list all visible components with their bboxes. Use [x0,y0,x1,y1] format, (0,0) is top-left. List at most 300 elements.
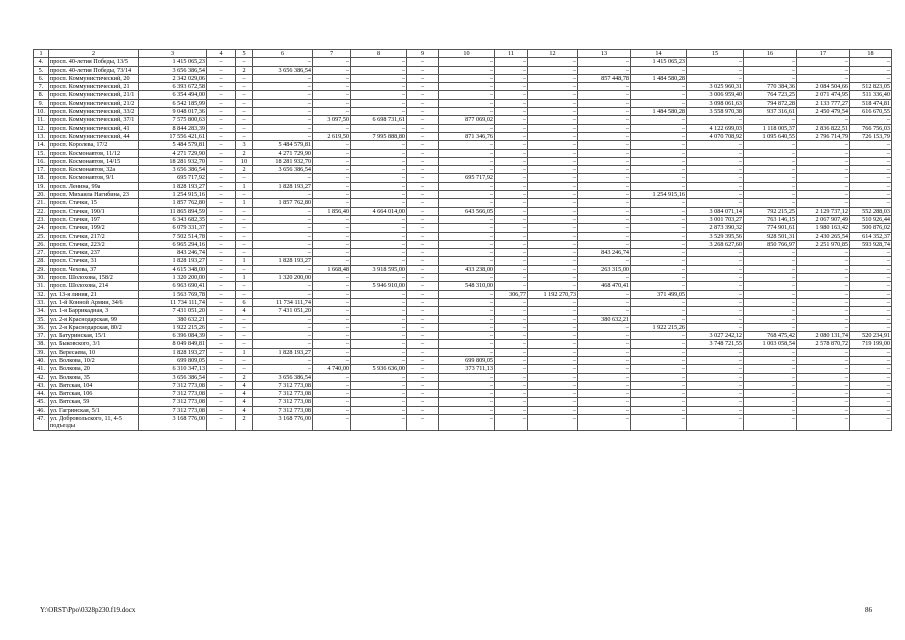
table-cell: – [407,224,439,232]
header-cell: 6 [253,50,313,58]
table-cell: – [207,174,236,182]
table-cell: – [797,166,850,174]
table-cell: – [687,290,744,298]
table-cell: – [495,232,528,240]
table-cell: 510 926,44 [850,215,892,223]
table-cell: – [439,157,495,165]
table-cell: 2 [236,66,253,74]
table-cell: – [744,249,797,257]
table-cell: – [744,182,797,190]
table-cell: 1 [236,199,253,207]
table-cell: – [528,381,578,389]
table-cell: 4 [236,390,253,398]
table-cell: 1 922 215,26 [631,323,687,331]
table-cell: – [313,166,351,174]
table-cell: – [631,265,687,273]
table-cell: – [495,356,528,364]
table-cell: – [313,182,351,190]
table-row [34,257,892,265]
table-cell: 5 484 579,81 [253,141,313,149]
table-cell: – [313,307,351,315]
table-cell: – [313,323,351,331]
table-cell: 1 [236,348,253,356]
table-cell: – [351,381,407,389]
table-cell: – [744,323,797,331]
table-cell: просп. Стачки, 31 [49,257,139,265]
table-cell: – [439,166,495,174]
table-cell: – [744,199,797,207]
table-cell: – [207,390,236,398]
register-table [33,49,892,431]
table-cell: – [207,141,236,149]
table-cell: 1 857 762,80 [253,199,313,207]
table-cell: – [207,265,236,273]
table-cell: – [253,207,313,215]
table-cell: просп. Коммунистический, 21/2 [49,99,139,107]
table-cell: 28. [34,257,49,265]
table-cell: ул. Волкова, 10/2 [49,356,139,364]
table-cell: просп. Стачки, 199/2 [49,224,139,232]
table-cell: – [850,373,892,381]
table-cell: – [253,174,313,182]
table-cell: – [850,348,892,356]
table-cell: – [439,398,495,406]
table-cell: – [578,199,631,207]
table-cell: – [578,257,631,265]
table-cell: 2 251 970,85 [797,240,850,248]
table-cell: ул. Вересаева, 10 [49,348,139,356]
table-cell: – [578,166,631,174]
table-cell: – [495,373,528,381]
table-cell: 47. [34,415,49,431]
table-cell: – [207,307,236,315]
table-cell: – [407,332,439,340]
table-cell: – [253,58,313,66]
table-cell: – [631,207,687,215]
table-row [34,58,892,66]
table-cell: 44. [34,390,49,398]
table-cell: 6 343 682,35 [139,215,207,223]
table-cell: просп. Королева, 17/2 [49,141,139,149]
table-cell: – [631,174,687,182]
table-cell: – [528,356,578,364]
table-cell: – [850,290,892,298]
table-cell: – [313,191,351,199]
table-cell: 46. [34,406,49,414]
table-cell: 9. [34,99,49,107]
table-cell: 3 098 061,63 [687,99,744,107]
table-cell: – [253,116,313,124]
table-cell: 1 563 769,78 [139,290,207,298]
table-cell: – [744,157,797,165]
table-cell: 2 129 737,12 [797,207,850,215]
table-cell: 726 153,79 [850,132,892,140]
table-cell: – [797,74,850,82]
table-cell: – [687,406,744,414]
table-cell: ул. Батуринская, 15/1 [49,332,139,340]
table-cell: 20. [34,191,49,199]
table-cell: – [578,124,631,132]
table-cell: 843 246,74 [139,249,207,257]
table-cell: – [236,340,253,348]
table-cell: – [687,166,744,174]
table-cell: – [687,58,744,66]
table-cell: – [850,282,892,290]
table-cell: – [528,207,578,215]
table-cell: – [578,290,631,298]
table-cell: 11 734 111,74 [253,298,313,306]
table-cell: – [528,323,578,331]
table-cell: – [578,224,631,232]
table-cell: 15. [34,149,49,157]
page-number: 86 [865,606,872,614]
table-row [34,298,892,306]
table-cell: – [850,182,892,190]
table-cell: просп. Космонавтов, 9/1 [49,174,139,182]
table-cell: – [407,132,439,140]
table-cell: 11 865 894,59 [139,207,207,215]
table-cell: – [528,166,578,174]
table-cell: – [578,307,631,315]
table-cell: – [797,174,850,182]
table-cell: – [253,83,313,91]
table-cell: – [744,398,797,406]
table-cell: – [495,149,528,157]
table-cell: – [236,108,253,116]
table-cell: – [687,199,744,207]
table-cell: 4 271 729,90 [139,149,207,157]
table-cell: – [351,315,407,323]
table-cell: – [687,257,744,265]
table-cell: – [313,340,351,348]
table-cell: 1 118 005,37 [744,124,797,132]
table-cell: – [528,141,578,149]
table-cell: 4 [236,398,253,406]
table-cell: – [207,232,236,240]
table-cell: просп. Космонавтов, 32а [49,166,139,174]
table-cell: 8 049 849,81 [139,340,207,348]
table-cell: – [631,406,687,414]
table-row [34,390,892,398]
table-cell: – [439,232,495,240]
table-cell: просп. Стачки, 217/2 [49,232,139,240]
table-cell: – [351,232,407,240]
table-cell: 3 656 386,54 [253,166,313,174]
table-cell: – [439,91,495,99]
table-cell: 35. [34,315,49,323]
table-cell: – [631,365,687,373]
table-cell: 38. [34,340,49,348]
table-cell: 3 748 721,55 [687,340,744,348]
table-cell: – [744,265,797,273]
table-cell: 4 615 348,00 [139,265,207,273]
table-row [34,99,892,107]
table-cell: – [528,157,578,165]
table-cell: – [439,83,495,91]
table-cell: – [744,298,797,306]
table-cell: – [253,290,313,298]
table-cell: – [407,323,439,331]
table-cell: просп. Стачки, 190/1 [49,207,139,215]
table-cell: – [495,207,528,215]
table-cell: 928 501,31 [744,232,797,240]
table-row [34,323,892,331]
table-cell: – [744,257,797,265]
table-cell: – [351,66,407,74]
table-cell: – [797,348,850,356]
table-cell: – [578,58,631,66]
table-cell: 3 001 703,27 [687,215,744,223]
table-cell: – [439,415,495,431]
table-cell: – [407,83,439,91]
table-cell: – [744,166,797,174]
table-cell: – [236,315,253,323]
table-cell: – [744,356,797,364]
table-cell: – [687,149,744,157]
table-cell: – [351,83,407,91]
table-cell: – [313,415,351,431]
table-row [34,332,892,340]
table-row [34,315,892,323]
table-cell: – [578,240,631,248]
table-cell: – [495,108,528,116]
table-cell: – [207,406,236,414]
table-cell: – [253,356,313,364]
table-cell: – [528,199,578,207]
header-cell: 2 [49,50,139,58]
table-cell: 24. [34,224,49,232]
table-cell: – [528,232,578,240]
table-cell: – [528,83,578,91]
table-cell: просп. Коммунистический, 33/2 [49,108,139,116]
table-cell: 2 071 474,95 [797,91,850,99]
table-row [34,381,892,389]
table-cell: – [744,406,797,414]
table-cell: 511 336,40 [850,91,892,99]
table-cell: – [528,191,578,199]
table-cell: – [797,257,850,265]
table-cell: – [207,415,236,431]
table-cell: – [578,323,631,331]
table-cell: 2 450 479,54 [797,108,850,116]
table-cell: – [439,224,495,232]
table-cell: 4. [34,58,49,66]
table-cell: – [797,282,850,290]
table-cell: – [495,415,528,431]
table-cell: – [528,240,578,248]
table-cell: – [578,207,631,215]
table-cell: – [687,74,744,82]
table-cell: – [631,249,687,257]
header-cell: 15 [687,50,744,58]
table-cell: – [528,365,578,373]
table-cell: – [495,83,528,91]
table-row [34,398,892,406]
table-cell: – [207,240,236,248]
table-row [34,116,892,124]
table-cell: – [744,174,797,182]
table-cell: – [351,298,407,306]
table-cell: – [578,365,631,373]
table-cell: – [850,141,892,149]
table-cell: – [528,108,578,116]
table-cell: 10 [236,157,253,165]
table-cell: – [528,74,578,82]
table-cell: 32. [34,290,49,298]
table-cell: – [744,373,797,381]
table-cell: – [528,132,578,140]
table-cell: 25. [34,232,49,240]
table-row [34,406,892,414]
table-cell: – [687,282,744,290]
table-cell: – [439,199,495,207]
table-cell: 6 965 294,16 [139,240,207,248]
table-cell: – [439,307,495,315]
table-cell: – [236,265,253,273]
table-cell: – [236,332,253,340]
table-cell: – [797,373,850,381]
table-cell: – [407,240,439,248]
table-cell: 11 734 111,74 [139,298,207,306]
table-cell: – [631,141,687,149]
table-cell: 43. [34,381,49,389]
table-cell: – [850,166,892,174]
table-cell: 512 823,05 [850,83,892,91]
table-cell: – [797,157,850,165]
table-cell: – [313,348,351,356]
table-row [34,365,892,373]
table-cell: 548 310,00 [439,282,495,290]
table-cell: 1 320 200,00 [253,274,313,282]
table-cell: 29. [34,265,49,273]
table-cell: – [495,141,528,149]
table-cell: – [351,215,407,223]
table-cell: – [687,356,744,364]
table-cell: 1 856,40 [313,207,351,215]
table-cell: 1 254 915,16 [139,191,207,199]
table-cell: 643 566,05 [439,207,495,215]
table-cell: – [407,174,439,182]
table-cell: 1 [236,182,253,190]
table-cell: – [528,406,578,414]
table-cell: – [528,307,578,315]
table-cell: – [687,398,744,406]
table-cell: – [407,274,439,282]
table-cell: – [236,232,253,240]
table-cell: – [495,215,528,223]
table-cell: 12. [34,124,49,132]
table-cell: – [407,108,439,116]
table-cell: – [797,381,850,389]
table-cell: ул. 2-я Краснодарская, 80/2 [49,323,139,331]
table-cell: – [207,257,236,265]
table-cell: – [578,99,631,107]
table-cell: – [744,390,797,398]
table-cell: – [236,124,253,132]
table-cell: – [528,215,578,223]
table-cell: – [797,66,850,74]
table-cell: 36. [34,323,49,331]
table-cell: – [744,191,797,199]
table-cell: – [407,315,439,323]
table-cell: – [687,298,744,306]
table-cell: – [407,373,439,381]
table-cell: – [407,191,439,199]
table-cell: 2 067 907,49 [797,215,850,223]
table-cell: – [236,282,253,290]
table-cell: – [207,381,236,389]
table-cell: 850 766,97 [744,240,797,248]
table-cell: ул. 1-й Конной Армии, 34/6 [49,298,139,306]
table-cell: – [744,415,797,431]
table-cell: – [797,365,850,373]
table-cell: – [351,58,407,66]
table-cell: 794 872,28 [744,99,797,107]
table-cell: – [528,58,578,66]
table-cell: 2 619,50 [313,132,351,140]
table-cell: – [439,108,495,116]
table-cell: 7 312 773,08 [139,390,207,398]
table-row [34,265,892,273]
header-cell: 4 [207,50,236,58]
table-cell: 42. [34,373,49,381]
table-cell: – [495,74,528,82]
table-row [34,290,892,298]
table-cell: – [797,356,850,364]
table-row [34,166,892,174]
table-cell: – [687,307,744,315]
table-cell: – [528,415,578,431]
table-cell: – [687,390,744,398]
table-cell: – [744,274,797,282]
table-cell: – [407,298,439,306]
table-cell: – [313,406,351,414]
table-cell: 5. [34,66,49,74]
table-cell: – [253,249,313,257]
table-cell: – [313,332,351,340]
table-cell: – [236,99,253,107]
table-cell: 518 474,81 [850,99,892,107]
table-cell: 1 320 200,00 [139,274,207,282]
table-cell: – [351,174,407,182]
table-cell: – [351,240,407,248]
table-cell: 770 384,36 [744,83,797,91]
table-cell: 2 578 870,72 [797,340,850,348]
table-cell: 3 558 970,38 [687,108,744,116]
table-cell: 11. [34,116,49,124]
table-cell: – [850,257,892,265]
table-cell: – [351,99,407,107]
table-cell: – [631,390,687,398]
table-cell: – [797,249,850,257]
table-cell: – [744,365,797,373]
table-cell: просп. Космонавтов, 14/15 [49,157,139,165]
table-cell: – [495,240,528,248]
table-row [34,74,892,82]
table-cell: 768 475,42 [744,332,797,340]
table-cell: – [351,182,407,190]
table-cell: – [407,116,439,124]
table-cell: – [578,332,631,340]
table-cell: – [439,99,495,107]
table-cell: – [253,340,313,348]
table-cell: 1 828 193,27 [253,257,313,265]
table-cell: – [797,265,850,273]
table-cell: 6 [236,298,253,306]
table-cell: – [236,91,253,99]
table-cell: – [236,224,253,232]
table-cell: 3 656 386,54 [139,66,207,74]
